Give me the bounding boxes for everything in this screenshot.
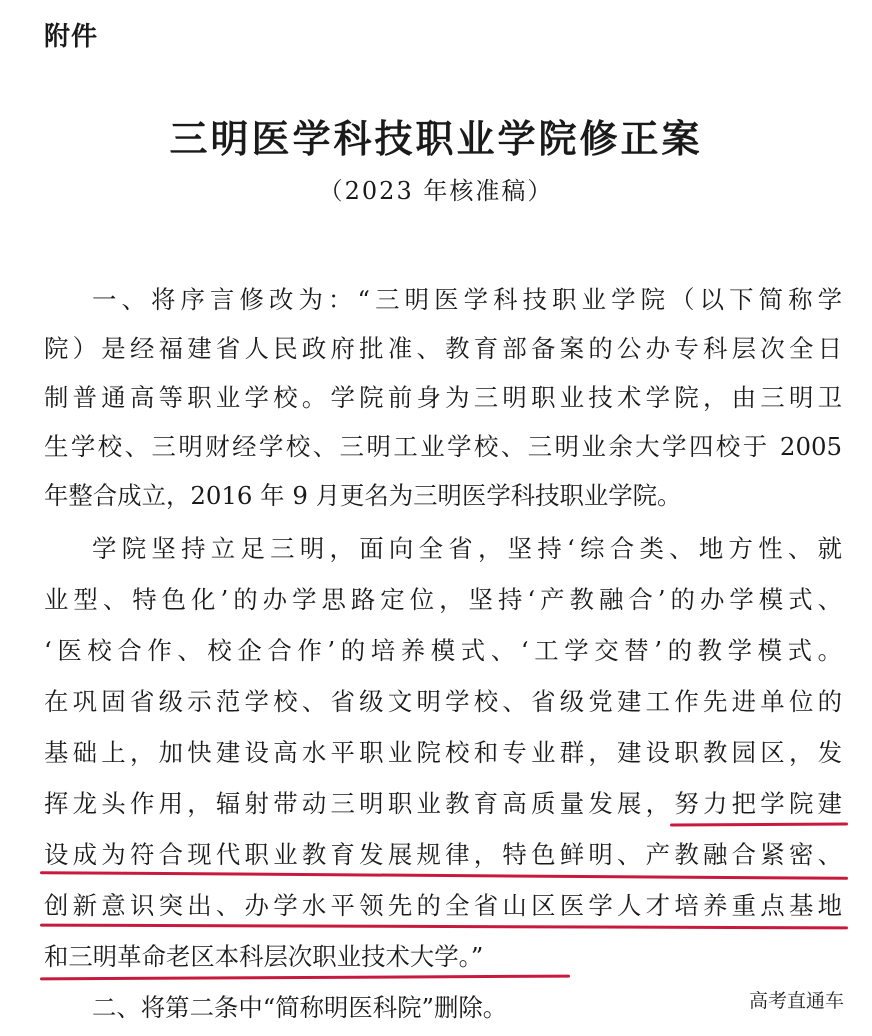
- highlight-underline: [40, 975, 570, 981]
- attachment-label: 附件: [44, 22, 99, 52]
- paragraph-line: 生学校、三明财经学校、三明工业学校、三明业余大学四校于 2005: [44, 432, 842, 461]
- paragraph-line: 制普通高等职业学校。学院前身为三明职业技术学院，由三明卫: [44, 383, 842, 412]
- highlight-underline: [670, 823, 848, 827]
- highlight-underline: [40, 924, 848, 930]
- watermark: 高考直通车: [748, 990, 844, 1012]
- paragraph-line: 学院坚持立足三明，面向全省，坚持‘综合类、地方性、就: [92, 534, 842, 563]
- paragraph-line: 挥龙头作用，辐射带动三明职业教育高质量发展，努力把学院建: [44, 789, 842, 818]
- document-title: 三明医学科技职业学院修正案: [169, 116, 703, 161]
- paragraph-line: 院）是经福建省人民政府批准、教育部备案的公办专科层次全日: [44, 334, 842, 363]
- paragraph-line: 创新意识突出、办学水平领先的全省山区医学人才培养重点基地: [44, 891, 842, 920]
- paragraph-line: 业型、特色化’的办学思路定位，坚持‘产教融合’的办学模式、: [44, 585, 842, 614]
- paragraph-line: ‘医校合作、校企合作’的培养模式、‘工学交替’的教学模式。: [44, 636, 842, 665]
- paragraph-line: 一、将序言修改为：“三明医学科技职业学院（以下简称学: [92, 285, 842, 314]
- paragraph-line: 二、将第二条中“简称明医科院”删除。: [92, 993, 508, 1022]
- paragraph-line: 在巩固省级示范学校、省级文明学校、省级党建工作先进单位的: [44, 687, 842, 716]
- paragraph-line: 年整合成立，2016 年 9 月更名为三明医学科技职业学院。: [44, 481, 682, 510]
- paragraph-line: 设成为符合现代职业教育发展规律，特色鲜明、产教融合紧密、: [44, 840, 842, 869]
- document-subtitle: （2023 年核准稿）: [318, 177, 554, 205]
- paragraph-line: 和三明革命老区本科层次职业技术大学。”: [44, 942, 484, 971]
- paragraph-line: 基础上，加快建设高水平职业院校和专业群，建设职教园区，发: [44, 738, 842, 767]
